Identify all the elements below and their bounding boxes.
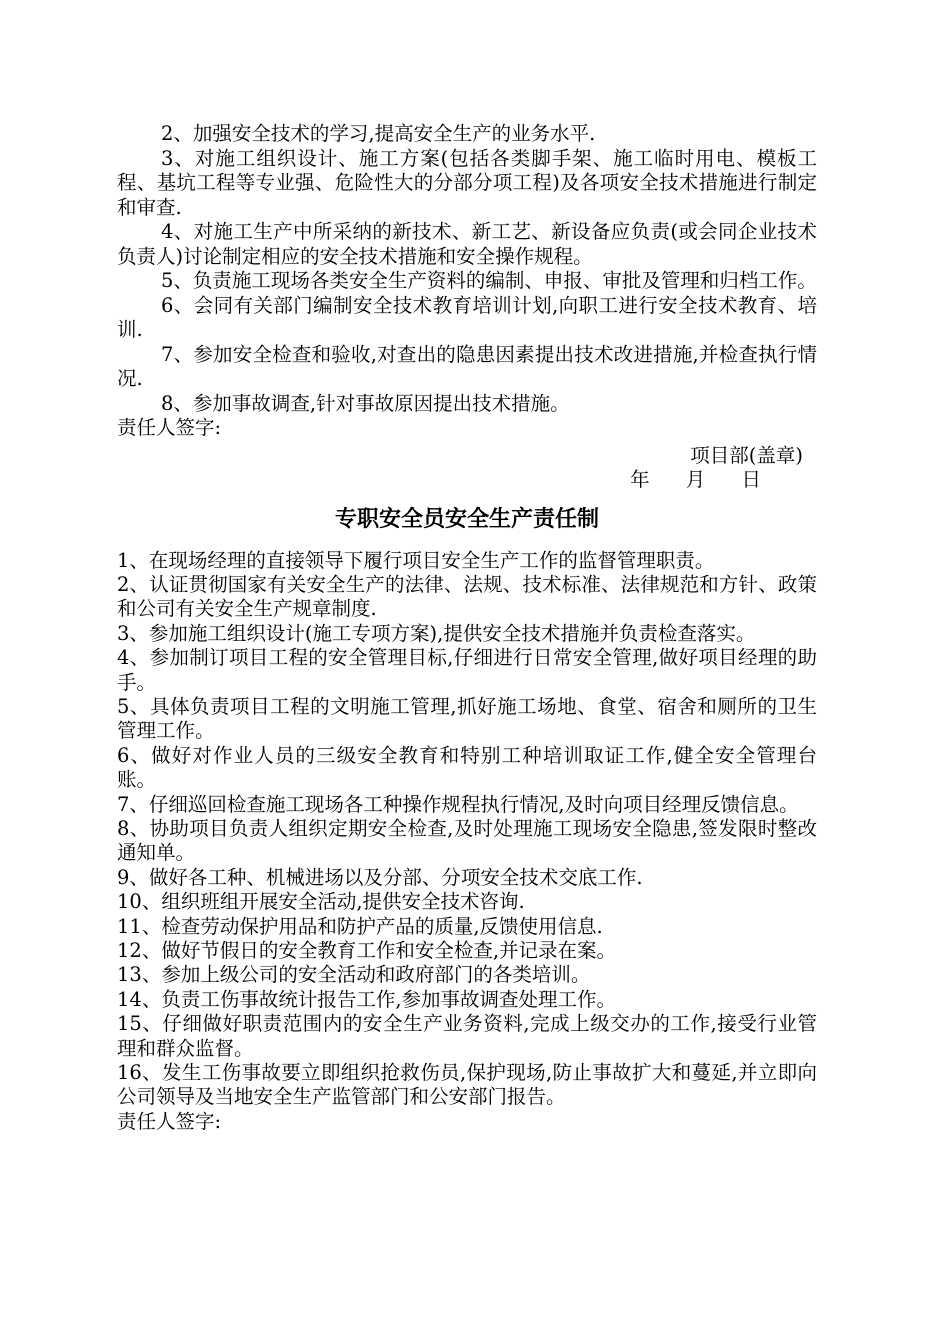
duty-item: 1、在现场经理的直接领导下履行项目安全生产工作的监督管理职责。 (117, 548, 715, 572)
duty-item: 5、具体负责项目工程的文明施工管理,抓好施工场地、食堂、宿舍和厕所的卫生管理工作。 (117, 694, 817, 743)
signature-label: 责任人签字: (117, 1109, 222, 1133)
duty-item: 8、协助项目负责人组织定期安全检查,及时处理施工现场安全隐患,签发限时整改通知单。 (117, 816, 817, 865)
duty-item: 5、负责施工现场各类安全生产资料的编制、申报、审批及管理和归档工作。 (161, 269, 817, 292)
upper-duty-list (117, 122, 817, 416)
duty-item: 4、参加制订项目工程的安全管理目标,仔细进行日常安全管理,做好项目经理的助手。 (117, 646, 817, 694)
duty-item: 6、会同有关部门编制安全技术教育培训计划,向职工进行安全技术教育、培训. (117, 293, 817, 341)
duty-item: 9、做好各工种、机械进场以及分部、分项安全技术交底工作. (117, 865, 643, 889)
duty-item: 16、发生工伤事故要立即组织抢救伤员,保护现场,防止事故扩大和蔓延,并立即向公司领导及当地安全生产监管部门和公安部门报告。 (117, 1061, 817, 1109)
duty-item: 2、认证贯彻国家有关安全生产的法律、法规、技术标准、法律规范和方针、政策和公司有关安全生产规章制度. (117, 572, 817, 621)
duty-item: 2、加强安全技术的学习,提高安全生产的业务水平. (161, 122, 596, 145)
date-line: 年 月 日 (630, 468, 761, 491)
document-page (117, 122, 817, 1134)
duty-item: 11、检查劳动保护用品和防护产品的质量,反馈使用信息. (117, 914, 603, 938)
duty-item: 7、参加安全检查和验收,对查出的隐患因素提出技术改进措施,并检查执行情况. (117, 342, 817, 390)
duty-item: 10、组织班组开展安全活动,提供安全技术咨询. (117, 890, 525, 914)
duty-item: 6、做好对作业人员的三级安全教育和特别工种培训取证工作,健全安全管理台账。 (117, 743, 817, 792)
duty-item: 3、对施工组织设计、施工方案(包括各类脚手架、施工临时用电、模板工程、基坑工程等专业强、危险性大的分部分项工程)及各项安全技术措施进行制定和审查. (117, 146, 817, 219)
signature-label: 责任人签字: (117, 416, 222, 439)
section-title: 专职安全员安全生产责任制 (334, 506, 599, 532)
lower-duty-list (117, 549, 817, 1110)
duty-item: 15、仔细做好职责范围内的安全生产业务资料,完成上级交办的工作,接受行业管理和群众监督。 (117, 1012, 817, 1060)
duty-item: 3、参加施工组织设计(施工专项方案),提供安全技术措施并负责检查落实。 (117, 621, 756, 645)
duty-item: 4、对施工生产中所采纳的新技术、新工艺、新设备应负责(或会同企业技术负责人)讨论制定相应的安全技术措施和安全操作规程。 (117, 220, 817, 268)
duty-item: 7、仔细巡回检查施工现场各工种操作规程执行情况,及时向项目经理反馈信息。 (117, 792, 799, 816)
duty-item: 8、参加事故调查,针对事故原因提出技术措施。 (161, 391, 570, 415)
duty-item: 13、参加上级公司的安全活动和政府部门的各类培训。 (117, 963, 591, 987)
duty-item: 14、负责工伤事故统计报告工作,参加事故调查处理工作。 (117, 987, 617, 1011)
duty-item: 12、做好节假日的安全教育工作和安全检查,并记录在案。 (117, 939, 617, 962)
stamp-text: 项目部(盖章) (690, 443, 803, 467)
